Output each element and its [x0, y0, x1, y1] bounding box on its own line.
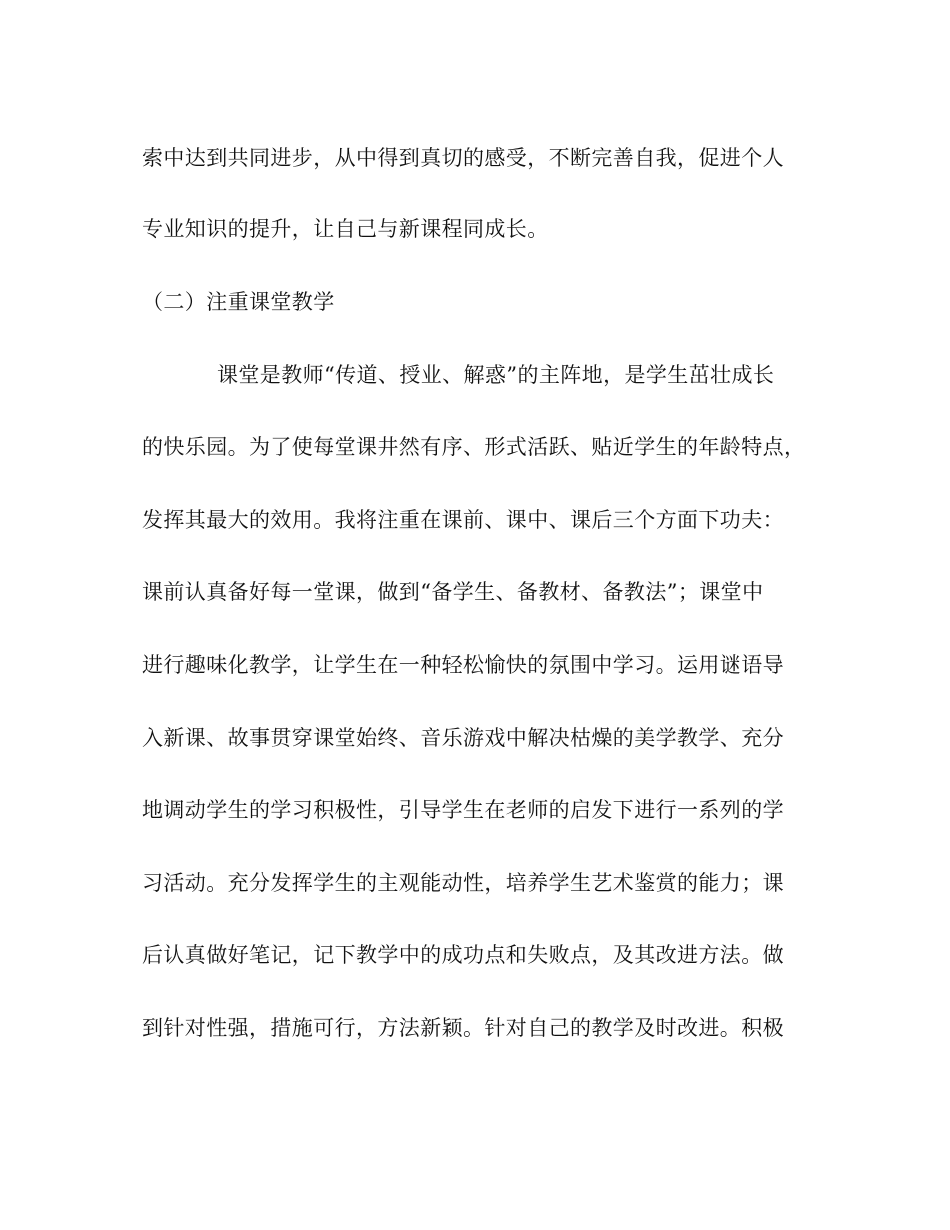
paragraph-line: 习活动。充分发挥学生的主观能动性，培养学生艺术鉴赏的能力；课 — [142, 871, 784, 895]
paragraph-line: 地调动学生的学习积极性，引导学生在老师的启发下进行一系列的学 — [142, 798, 784, 822]
paragraph-line: 索中达到共同进步，从中得到真切的感受，不断完善自我，促进个人 — [142, 146, 784, 170]
paragraph-line: 课堂是教师“传道、授业、解惑”的主阵地，是学生茁壮成长 — [217, 363, 775, 387]
paragraph-line: 专业知识的提升，让自己与新课程同成长。 — [142, 217, 549, 241]
paragraph-line: 到针对性强，措施可行，方法新颖。针对自己的教学及时改进。积极 — [142, 1016, 784, 1040]
paragraph-line: 进行趣味化教学，让学生在一种轻松愉快的氛围中学习。运用谜语导 — [142, 653, 784, 677]
section-heading: （二）注重课堂教学 — [142, 290, 335, 314]
paragraph-line: 发挥其最大的效用。我将注重在课前、课中、课后三个方面下功夫： — [142, 508, 784, 532]
paragraph-line: 入新课、故事贯穿课堂始终、音乐游戏中解决枯燥的美学教学、充分 — [142, 726, 784, 750]
paragraph-line: 课前认真备好每一堂课，做到“备学生、备教材、备教法”；课堂中 — [142, 580, 764, 604]
paragraph-line: 后认真做好笔记，记下教学中的成功点和失败点，及其改进方法。做 — [142, 943, 784, 967]
paragraph-line: 的快乐园。为了使每堂课井然有序、形式活跃、贴近学生的年龄特点， — [142, 435, 806, 459]
